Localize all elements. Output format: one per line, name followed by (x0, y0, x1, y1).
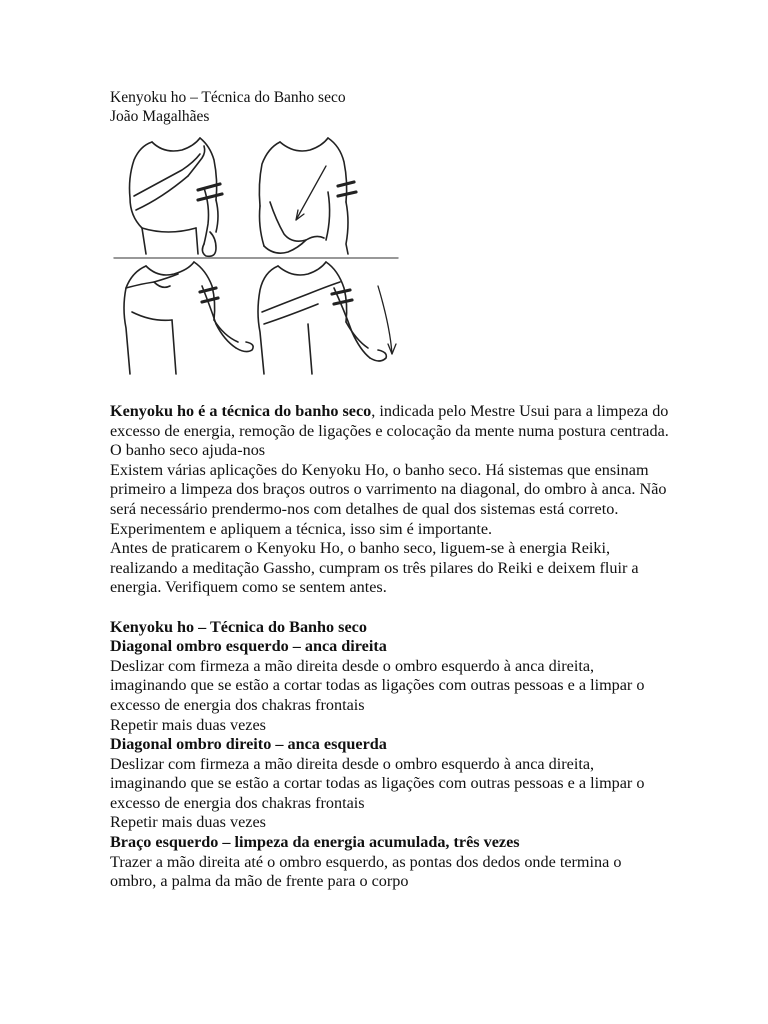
intro-paragraph-3: Antes de praticarem o Kenyoku Ho, o banho seco, liguem-se à energia Reiki, realizando a meditação Gassho, cumpram os três pilares do Reiki e deixem fluir a energia. Verifiquem como se sentem antes. (110, 539, 639, 597)
technique-title: Kenyoku ho – Técnica do Banho seco (110, 617, 367, 636)
document-title: Kenyoku ho – Técnica do Banho seco (110, 89, 346, 106)
step1-heading: Diagonal ombro esquerdo – anca direita (110, 637, 387, 656)
step2-text: Deslizar com firmeza a mão direita desde o ombro esquerdo à anca direita, imaginando que se estão a cortar todas as ligações com outras pessoas e a limpar o excesso de energia dos chakras frontais (110, 754, 645, 812)
step1-text: Deslizar com firmeza a mão direita desde o ombro esquerdo à anca direita, imaginando que se estão a cortar todas as ligações com outras pessoas e a limpar o excesso de energia dos chakras frontais (110, 656, 645, 714)
document-body (110, 402, 670, 892)
figure-bottom-right (258, 262, 396, 374)
technique-illustration (112, 136, 408, 382)
document-header (110, 88, 346, 126)
intro-paragraph-2: Existem várias aplicações do Kenyoku Ho, o banho seco. Há sistemas que ensinam primeiro a limpeza dos braços outros o varrimento na diagonal, do ombro à anca. Não será necessário prendermo-nos com detalhes de qual dos sistemas está correto. Experimentem e apliquem a técnica, isso sim é importante. (110, 460, 667, 538)
figure-top-left (130, 138, 223, 256)
step3-heading: Braço esquerdo – limpeza da energia acumulada, três vezes (110, 833, 520, 852)
document-author: João Magalhães (110, 108, 210, 125)
intro-lead-rest: , indicada pelo Mestre Usui para a limpeza do excesso de energia, remoção de ligações e colocação da mente numa postura centrada. O banho seco ajuda-nos (110, 402, 669, 460)
figure-top-right (259, 138, 356, 254)
arm-sweep-illustration-icon (112, 136, 408, 382)
step1-repeat: Repetir mais duas vezes (110, 715, 266, 734)
section-gap (110, 598, 670, 618)
step2-heading: Diagonal ombro direito – anca esquerda (110, 735, 387, 754)
figure-bottom-left (124, 262, 253, 374)
step2-repeat: Repetir mais duas vezes (110, 813, 266, 832)
step3-text: Trazer a mão direita até o ombro esquerdo, as pontas dos dedos onde termina o ombro, a palma da mão de frente para o corpo (110, 852, 622, 891)
intro-lead: Kenyoku ho é a técnica do banho seco (110, 402, 372, 420)
intro-paragraph (110, 402, 670, 461)
